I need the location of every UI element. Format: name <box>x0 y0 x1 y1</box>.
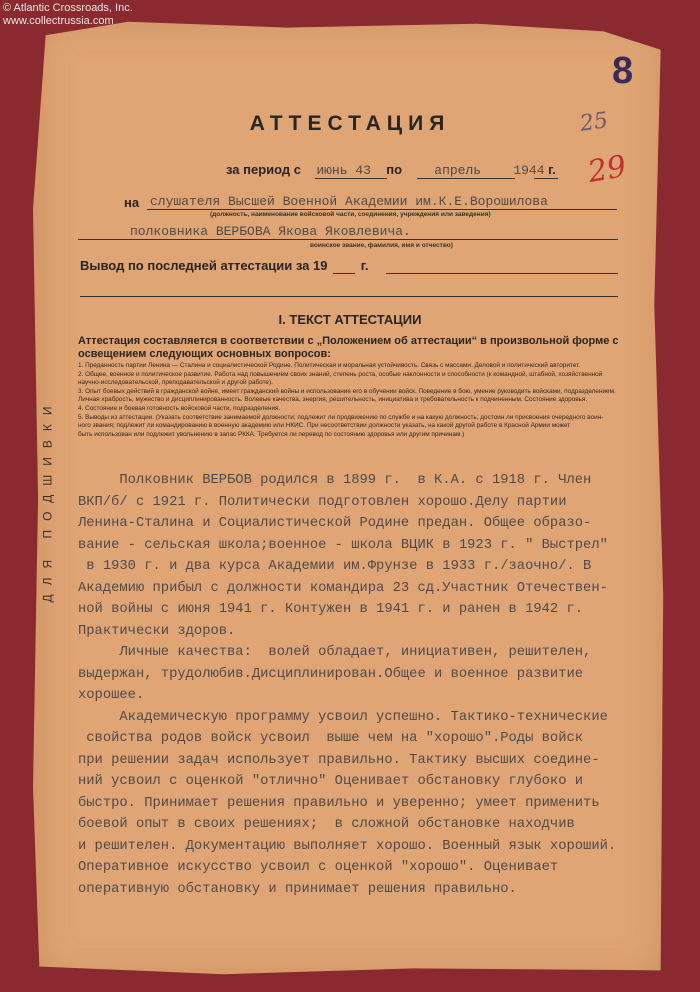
period-to-value: апрель <box>434 163 482 178</box>
period-from-line <box>315 178 387 179</box>
position-value: слушателя Высшей Военной Академии им.К.Е.Ворошилова <box>150 194 548 209</box>
name-line <box>78 239 618 240</box>
question-item: 4. Состояние и боевая готовность войсковой части, подразделения. <box>78 404 281 412</box>
question-item: Личная храбрость, мужество и дисциплинированность. Волевые качества, энергия, решительность, инициатива и требовательность к подчиненным. Состояние здоровья. <box>78 396 588 404</box>
watermark-line-2: www.collectrussia.com <box>3 15 114 27</box>
text-line: хорошее. <box>78 688 145 703</box>
attestation-text <box>78 470 668 900</box>
period-from-value: июнь 43 <box>316 163 371 178</box>
text-line: Практически здоров. <box>78 623 236 639</box>
name-value: полковника ВЕРБОВА Якова Яковлевича. <box>130 224 411 239</box>
last-attestation-text: Вывод по последней аттестации за 19 <box>80 258 328 273</box>
text-line: и решителен. Документацию выполняет хорошо. Военный язык хороший. <box>78 838 617 854</box>
sheet-number: 8 <box>612 50 634 92</box>
question-item: научно-исследовательской, преподавательской и другой работе). <box>78 379 273 387</box>
text-line: Личные качества: волей обладает, инициативен, решителен, <box>78 645 592 660</box>
question-item: быть использован или подлежит увольнению в запас РККА. Требуется ли перевод по состоянию здоровья или другим причинам.) <box>78 430 465 438</box>
period-label-from: за период с <box>226 162 302 177</box>
position-line <box>147 209 617 210</box>
text-line: быстро. Принимает решения правильно и уверенно; умеет применить <box>78 795 600 811</box>
text-line: Ленина-Сталина и Социалистической Родине предан. Общее образо- <box>78 516 592 531</box>
blank-line <box>80 296 618 297</box>
question-item: 5. Выводы из аттестации. (Указать соответствие занимаемой должности; подлежит ли продвижению по службе и на какую должность; достоин ли присвоения очередного воин- <box>78 413 604 421</box>
name-caption: воинское звание, фамилия, имя и отчество) <box>310 242 453 249</box>
last-attestation-line <box>386 273 618 274</box>
year-label: г. <box>548 162 556 177</box>
year-prefix: 19 <box>513 163 529 178</box>
text-line: Оперативное искусство усвоил с оценкой "хорошо". Оценивает <box>78 860 559 875</box>
red-number: 29 <box>585 148 629 191</box>
side-binding-label <box>28 300 68 700</box>
document-title: АТТЕСТАЦИЯ <box>249 112 451 135</box>
question-list <box>78 362 656 439</box>
last-attestation-year-label: г. <box>360 258 369 273</box>
period-row <box>226 162 556 178</box>
text-line: вание - сельская школа;военное - школа ВЦИК в 1923 г. " Выстрел" <box>78 537 608 553</box>
question-item: 3. Опыт боевых действий в гражданской войне, имеет гражданский войны и использование его в обучении войск. Поведение в бою, умение руководить войсками, подразделением. <box>78 387 616 395</box>
side-binding-text: ДЛЯ ПОДШИВКИ <box>41 397 56 603</box>
watermark-line-1: © Atlantic Crossroads, Inc. <box>3 2 133 14</box>
text-line: ной войны с июня 1941 г. Контужен в 1941 г. и ранен в 1942 г. <box>78 602 584 617</box>
text-line: ний усвоил с оценкой "отлично" Оценивает обстановку глубоко и <box>78 774 584 789</box>
text-line: при решении задач использует правильно. Тактику высших соедине- <box>78 752 600 768</box>
position-caption: (должность, наименование войсковой части, соединения, учреждения или заведения) <box>210 211 491 218</box>
watermark <box>3 2 133 28</box>
text-line: Полковник ВЕРБОВ родился в 1899 г. в К.А. с 1918 г. Член <box>78 473 592 488</box>
text-line: свойства родов войск усвоил выше чем на "хорошо".Роды войск <box>78 731 584 746</box>
section-intro: Аттестация составляется в соответствии с „Положением об аттестации“ в произвольной форме с освещением следующих основных вопросов: <box>78 335 619 360</box>
text-line: Академию прибыл с должности командира 23 сд.Участник Отечествен- <box>78 580 608 596</box>
last-attestation-label <box>80 258 368 273</box>
year-suffix: 44 <box>528 163 545 178</box>
on-label: на <box>124 195 140 210</box>
pencil-number: 25 <box>578 108 610 137</box>
section-title: I. ТЕКСТ АТТЕСТАЦИИ <box>278 312 422 327</box>
last-year-line <box>333 273 355 274</box>
period-label-to: по <box>386 162 403 177</box>
question-item: 1. Преданность партии Ленина — Сталина и социалистической Родине. Политическая и моральная устойчивость. Связь с массами. Деловой и политический авторитет. <box>78 362 581 369</box>
year-line <box>534 178 558 179</box>
question-item: ного звания; подлежит ли командированию в военную академию или НКИС. При несоответствии должности указать, на какой другой работе в Красной Армии может <box>78 422 571 430</box>
text-line: Академическую программу усвоил успешно. Тактико-технические <box>78 709 608 725</box>
text-line: в 1930 г. и два курса Академии им.Фрунзе в 1933 г./заочно/. В <box>78 559 592 574</box>
text-line: ВКП/б/ с 1921 г. Политически подготовлен хорошо.Делу партии <box>78 494 567 510</box>
question-item: 2. Общее, военное и политическое развитие. Работа над повышением своих знаний, степень роста, особые наклонности и способности (к командной, штабной, хозяйственной <box>78 370 603 378</box>
text-line: оперативную обстановку и принимает решения правильно. <box>78 881 517 897</box>
period-to-line <box>417 178 515 179</box>
text-line: выдержан, трудолюбив.Дисциплинирован.Общее и военное развитие <box>78 666 584 682</box>
text-line: боевой опыт в своих решениях; в сложной обстановке находчив <box>78 817 575 832</box>
